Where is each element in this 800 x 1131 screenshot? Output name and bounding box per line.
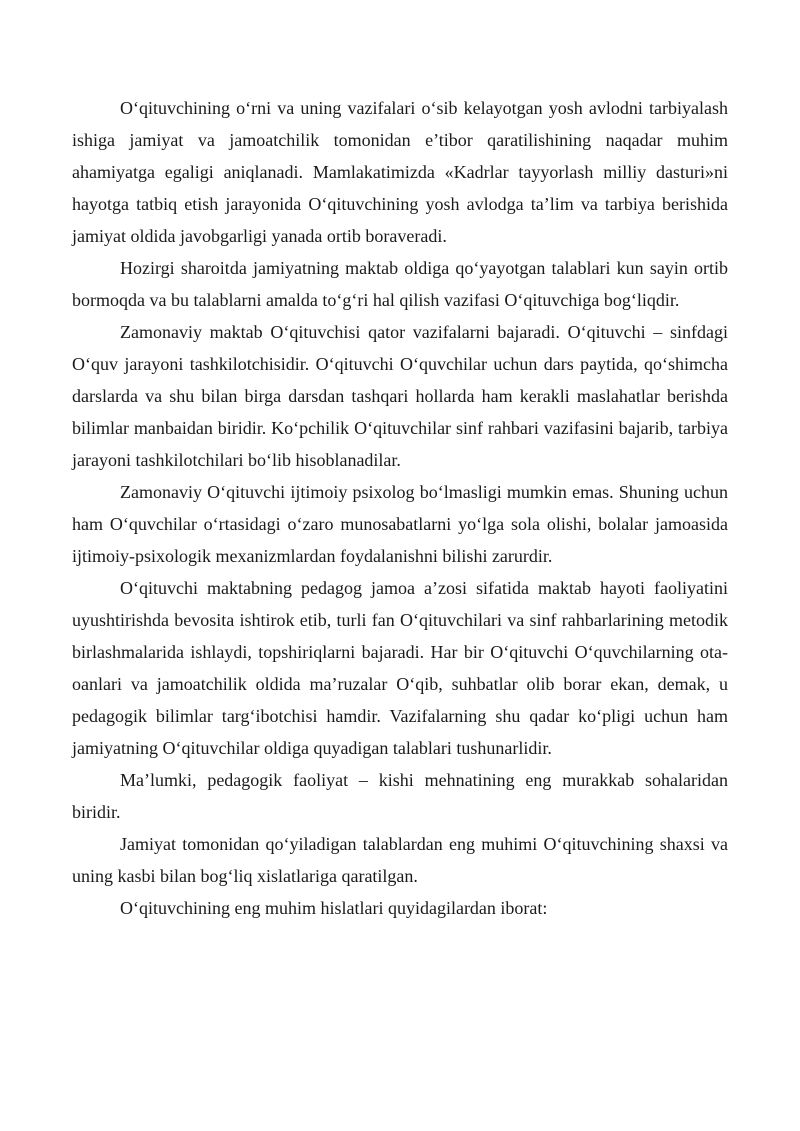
- document-page: [72, 92, 728, 924]
- paragraph-5: O‘qituvchi maktabning pedagog jamoa a’zosi sifatida maktab hayoti faoliyatini uyushtirishda bevosita ishtirok etib, turli fan O‘qituvchilari va sinf rahbarlarining metodik birlashmalarida ishlaydi, topshiriqlarni bajaradi. Har bir O‘qituvchi O‘quvchilarning ota-oanlari va jamoatchilik oldida ma’ruzalar O‘qib, suhbatlar olib borar ekan, demak, u pedagogik bilimlar targ‘ibotchisi hamdir. Vazifalarning shu qadar ko‘pligi uchun ham jamiyatning O‘qituvchilar oldiga quyadigan talablari tushunarlidir.: [72, 578, 728, 758]
- paragraph-2: Hozirgi sharoitda jamiyatning maktab oldiga qo‘yayotgan talablari kun sayin ortib bormoqda va bu talablarni amalda to‘g‘ri hal qilish vazifasi O‘qituvchiga bog‘liqdir.: [72, 258, 728, 310]
- paragraph-1: O‘qituvchining o‘rni va uning vazifalari o‘sib kelayotgan yosh avlodni tarbiyalash ishiga jamiyat va jamoatchilik tomonidan e’tibor qaratilishining naqadar muhim ahamiyatga egaligi aniqlanadi. Mamlakatimizda «Kadrlar tayyorlash milliy dasturi»ni hayotga tatbiq etish jarayonida O‘qituvchining yosh avlodga ta’lim va tarbiya berishida jamiyat oldida javobgarligi yanada ortib boraveradi.: [72, 98, 728, 246]
- paragraph-6: Ma’lumki, pedagogik faoliyat – kishi mehnatining eng murakkab sohalaridan biridir.: [72, 770, 728, 822]
- paragraph-4: Zamonaviy O‘qituvchi ijtimoiy psixolog bo‘lmasligi mumkin emas. Shuning uchun ham O‘quvchilar o‘rtasidagi o‘zaro munosabatlarni yo‘lga sola olishi, bolalar jamoasida ijtimoiy-psixologik mexanizmlardan foydalanishni bilishi zarurdir.: [72, 482, 728, 566]
- paragraph-3: Zamonaviy maktab O‘qituvchisi qator vazifalarni bajaradi. O‘qituvchi – sinfdagi O‘quv jarayoni tashkilotchisidir. O‘qituvchi O‘quvchilar uchun dars paytida, qo‘shimcha darslarda va shu bilan birga darsdan tashqari hollarda ham kerakli maslahatlar berishda bilimlar manbaidan biridir. Ko‘pchilik O‘qituvchilar sinf rahbari vazifasini bajarib, tarbiya jarayoni tashkilotchilari bo‘lib hisoblanadilar.: [72, 322, 728, 470]
- paragraph-8: O‘qituvchining eng muhim hislatlari quyidagilardan iborat:: [120, 898, 548, 918]
- paragraph-7: Jamiyat tomonidan qo‘yiladigan talablardan eng muhimi O‘qituvchining shaxsi va uning kasbi bilan bog‘liq xislatlariga qaratilgan.: [72, 834, 728, 886]
